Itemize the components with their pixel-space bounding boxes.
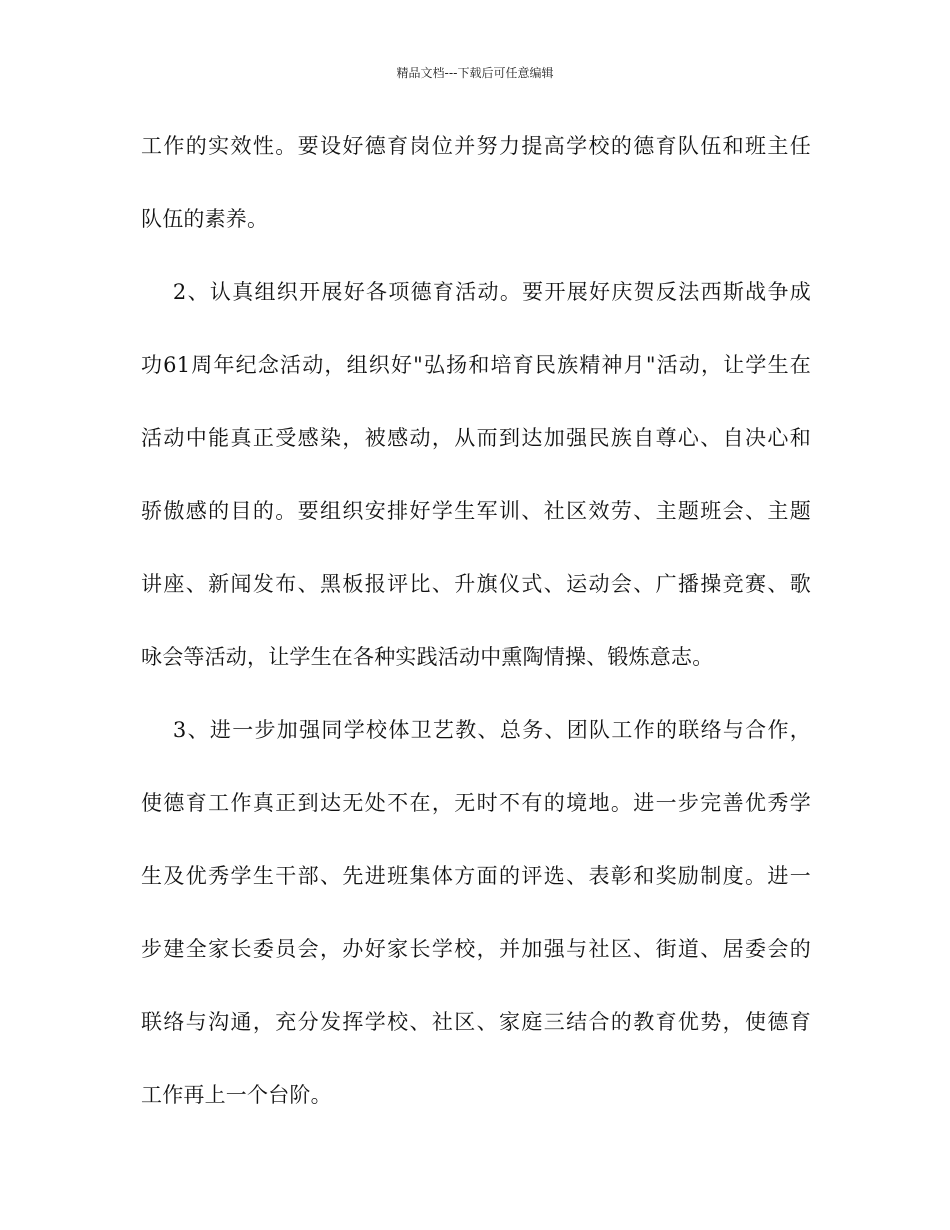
text-line: 骄傲感的目的。要组织安排好学生军训、社区效劳、主题班会、主题 <box>141 499 811 523</box>
text-line: 3、进一步加强同学校体卫艺教、总务、团队工作的联络与合作， <box>141 718 811 742</box>
text-line: 队伍的素养。 <box>141 207 269 231</box>
page-header: 精品文档---下载后可任意编辑 <box>396 66 554 80</box>
text-line: 2、认真组织开展好各项德育活动。要开展好庆贺反法西斯战争成 <box>141 280 811 304</box>
text-line: 生及优秀学生干部、先进班集体方面的评选、表彰和奖励制度。进一 <box>141 864 811 888</box>
text-line: 功61周年纪念活动，组织好"弘扬和培育民族精神月"活动，让学生在 <box>141 353 811 377</box>
text-line: 联络与沟通，充分发挥学校、社区、家庭三结合的教育优势，使德育 <box>141 1010 811 1034</box>
text-line: 步建全家长委员会，办好家长学校，并加强与社区、街道、居委会的 <box>141 937 811 961</box>
text-line: 工作的实效性。要设好德育岗位并努力提高学校的德育队伍和班主任 <box>141 134 811 158</box>
text-line: 工作再上一个台阶。 <box>141 1083 332 1107</box>
text-line: 讲座、新闻发布、黑板报评比、升旗仪式、运动会、广播操竞赛、歌 <box>141 572 811 596</box>
text-line: 使德育工作真正到达无处不在，无时不有的境地。进一步完善优秀学 <box>141 791 811 815</box>
document-body <box>141 124 811 1146</box>
text-line: 咏会等活动，让学生在各种实践活动中熏陶情操、锻炼意志。 <box>141 645 714 669</box>
text-line: 活动中能真正受感染，被感动，从而到达加强民族自尊心、自决心和 <box>141 426 811 450</box>
